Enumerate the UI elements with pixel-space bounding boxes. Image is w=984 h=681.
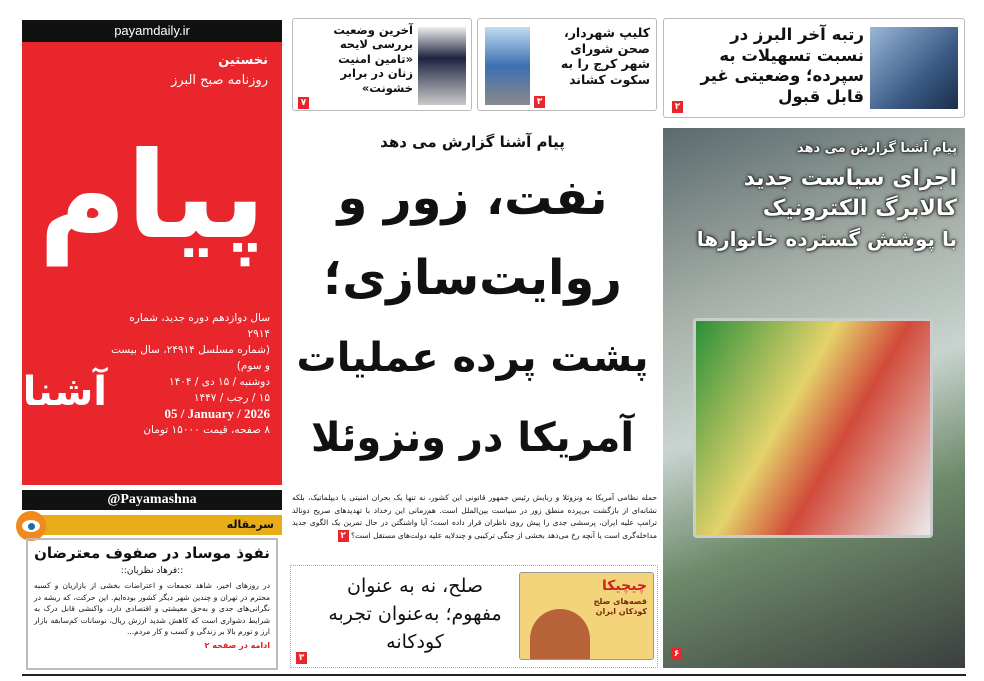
price: ۸ صفحه، قیمت ۱۵۰۰۰ تومان [143,424,270,436]
issue-info [110,310,270,438]
top-story-2-title: کلیپ شهردار، صحن شورای شهر کرج را به سکوت کشاند [560,25,650,87]
social-handle: @Payamashna [22,490,282,510]
date-hijri: ۱۵ / رجب / ۱۴۴۷ [193,392,270,404]
building-photo [485,27,530,105]
peace-title-line: صلح، نه به عنوان [346,575,483,597]
page-badge: ۷ [298,97,309,109]
page-badge: ۳ [534,96,545,108]
editorial-author: ::فرهاد نظریان:: [120,566,184,576]
editorial-body: در روزهای اخیر، شاهد تجمعات و اعتراضات بخشی از بازاریان و کسبه محترم در تهران و چندین شهر دیگر کشور بوده‌ایم. این حرکت، که ریشه در نگرانی‌های جدی و به‌حق معیشتی و اقتصادی دارد، واکنشی قابل درک به شرایط دشواری است که کاهش شدید ارزش ریال، نوسانات کم‌سابقه بازار ارز و تورم بالا بر زندگی و کسب و کار مردم... [34,581,270,636]
headline-line: پشت پرده عملیات [296,335,649,381]
shopping-cart-photo [693,318,933,538]
top-story-1[interactable] [663,18,965,118]
serial-number: (شماره مسلسل ۲۴۹۱۴، سال بیست و سوم) [111,344,270,372]
top-story-3-title: آخرین وضعیت بررسی لایحه «تامین امنیت زنان در برابر خشونت» [333,23,413,95]
book-subtitle: قصه‌های صلح کودکان ایران [593,597,647,616]
page-badge: ۳ [296,652,307,664]
meeting-photo [870,27,958,109]
peace-title-line: مفهوم؛ به‌عنوان تجربه [328,603,502,625]
top-story-3[interactable] [292,18,472,111]
children-illustration [530,609,590,659]
photo-story[interactable] [663,128,965,668]
masthead [22,42,282,485]
main-body-text: حمله نظامی آمریکا به ونزوئلا و ربایش رئیس جمهور قانونی این کشور، نه تنها یک بحران امنیتی یا دیپلماتیک، بلکه نشانه‌ای از بازگشت بی‌پرده منطق زور در سیاست بین‌الملل است. هم‌زمانی این رخداد با تهدیدهای صریح دونالد ترامپ علیه ایران، پرسشی جدی را پیش روی ناظران قرار داده است؛ آیا واشنگتن در حال تمرین یک الگوی جدید مداخله‌گری است یا آنچه رخ می‌دهد بخشی از جنگی ترکیبی و چندلایه علیه دولت‌های مستقل است؟ [292,493,657,540]
main-headline[interactable] [290,158,655,478]
photo-title-line: اجرای سیاست جدید [743,166,957,191]
peace-title [315,572,515,656]
main-kicker: پیام آشنا گزارش می دهد [380,133,565,151]
photo-title-line: با پوشش گسترده خانوارها [696,227,957,251]
editorial-title: نفوذ موساد در صفوف معترضان [34,544,270,562]
website-url: payamdaily.ir [22,20,282,42]
headline-line: روایت‌سازی؛ [323,250,622,306]
photo-title-line: کالابرگ الکترونیک [762,196,957,221]
book-title: چیچیکا [601,578,647,594]
page-badge: ۲ [672,101,683,113]
issue-number: سال دوازدهم دوره جدید، شماره ۲۹۱۴ [129,312,270,340]
photo-story-text [671,140,957,254]
page-badge: ۲ [338,530,349,542]
page-badge: ۶ [671,648,682,660]
eye-icon [16,511,46,541]
date-gregorian: 05 / January / 2026 [164,406,270,421]
tagline-1: نخستین [218,53,268,68]
speaker-photo [418,27,466,105]
date-persian: دوشنبه / ۱۵ دی / ۱۴۰۴ [168,376,270,388]
editorial-label: سرمقاله [22,515,282,535]
tagline-2: روزنامه صبح البرز [171,73,268,88]
peace-story[interactable] [290,565,658,668]
logo: پیام [38,127,266,266]
photo-kicker: پیام آشنا گزارش می دهد [796,141,957,156]
top-story-2[interactable] [477,18,657,111]
headline-line: آمریکا در ونزوئلا [310,415,635,461]
top-story-1-title: رتبه آخر البرز در نسبت تسهیلات به سپرده؛ وضعیتی غیر قابل قبول [700,25,864,106]
book-cover [519,572,654,660]
peace-title-line: کودکانه [386,631,444,653]
editorial-box [26,538,278,670]
logo-sub: آشنا [22,369,107,415]
main-body [292,492,657,542]
bottom-rule [22,674,966,676]
headline-line: نفت، زور و [337,170,608,226]
continue-link[interactable]: ادامه در صفحه ۲ [204,640,270,650]
